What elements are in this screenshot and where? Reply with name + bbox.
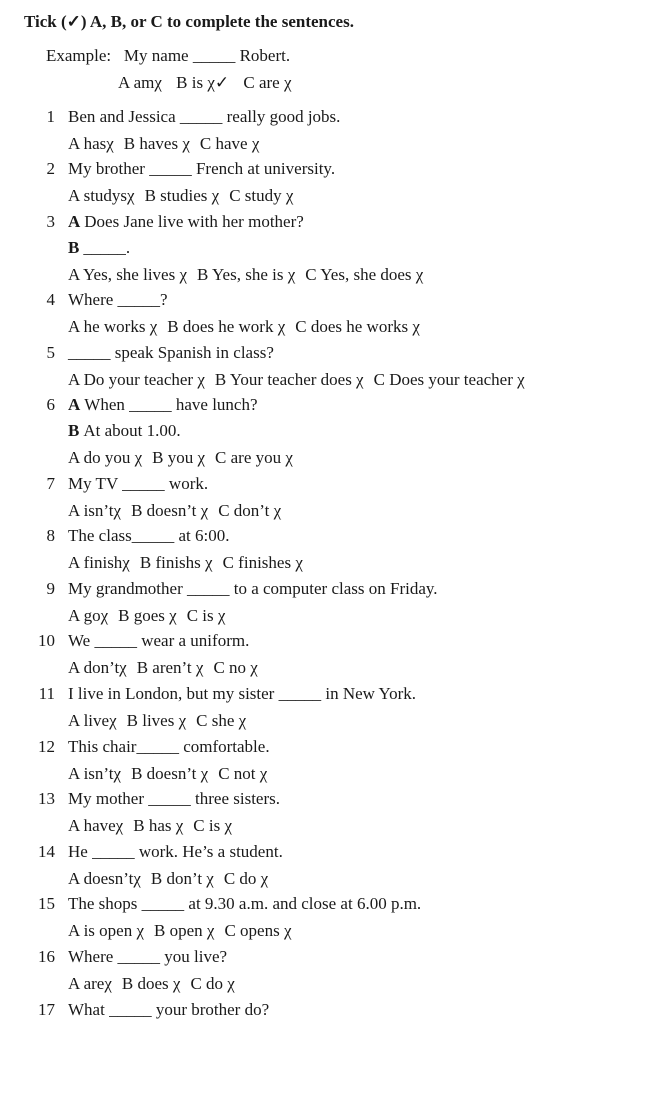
question-sentence: What _____ your brother do? bbox=[68, 1000, 270, 1019]
dialog-line bbox=[68, 421, 181, 441]
question-sentence: He _____ work. He’s a student. bbox=[68, 842, 283, 861]
dialog-text: At about 1.00. bbox=[83, 421, 181, 440]
answer-option-b[interactable]: B finishs χ bbox=[139, 553, 213, 572]
question-number: 14 bbox=[38, 842, 55, 861]
answer-option-c[interactable]: C study χ bbox=[229, 186, 294, 205]
answer-option-c[interactable]: C is χ bbox=[186, 606, 226, 625]
answer-options bbox=[68, 816, 242, 836]
answer-option-c[interactable]: C Yes, she does χ bbox=[305, 265, 424, 284]
answer-option-b[interactable]: B Your teacher does χ bbox=[214, 370, 364, 389]
answer-option-c[interactable]: C no χ bbox=[213, 658, 258, 677]
question-sentence: The class_____ at 6:00. bbox=[68, 526, 230, 545]
answer-option-a[interactable]: A isn’tχ bbox=[68, 501, 122, 520]
question-sentence: I live in London, but my sister _____ in New York. bbox=[68, 684, 417, 703]
answer-option-c[interactable]: C not χ bbox=[218, 764, 268, 783]
question-number: 17 bbox=[38, 1000, 55, 1019]
answer-options bbox=[68, 606, 235, 626]
answer-option-b[interactable]: B doesn’t χ bbox=[131, 501, 209, 520]
answer-option-b[interactable]: B does χ bbox=[121, 974, 181, 993]
answer-option-b[interactable]: B studies χ bbox=[144, 186, 220, 205]
question-number: 1 bbox=[46, 107, 55, 126]
answer-option-b[interactable]: B Yes, she is χ bbox=[197, 265, 296, 284]
worksheet-title: Tick (✓) A, B, or C to complete the sentences. bbox=[24, 12, 354, 31]
question-sentence: My brother _____ French at university. bbox=[68, 159, 336, 178]
question-number: 15 bbox=[38, 894, 55, 913]
answer-option-b[interactable]: B does he work χ bbox=[167, 317, 286, 336]
answer-option-b[interactable]: B doesn’t χ bbox=[131, 764, 209, 783]
question-number: 5 bbox=[46, 343, 55, 362]
answer-option-b[interactable]: B lives χ bbox=[126, 711, 187, 730]
answer-option-c[interactable]: C finishes χ bbox=[222, 553, 303, 572]
speaker-label: B bbox=[68, 421, 80, 440]
answer-option-b[interactable]: B has χ bbox=[133, 816, 184, 835]
answer-option-b[interactable]: B don’t χ bbox=[150, 869, 214, 888]
question-number: 6 bbox=[46, 395, 55, 414]
example-sentence: My name _____ Robert. bbox=[123, 46, 291, 65]
question-sentence: My mother _____ three sisters. bbox=[68, 789, 280, 808]
speaker-label: A bbox=[68, 395, 81, 414]
answer-options bbox=[68, 501, 291, 521]
answer-option-a[interactable]: A do you χ bbox=[68, 448, 143, 467]
question-number: 13 bbox=[38, 789, 55, 808]
question-number: 4 bbox=[46, 290, 55, 309]
answer-option-c[interactable]: C have χ bbox=[199, 134, 260, 153]
answer-options bbox=[68, 186, 303, 206]
question-number: 7 bbox=[46, 474, 55, 493]
answer-options bbox=[68, 448, 303, 468]
answer-options bbox=[68, 974, 245, 994]
answer-option-c[interactable]: C she χ bbox=[196, 711, 247, 730]
question-sentence: This chair_____ comfortable. bbox=[68, 737, 270, 756]
question-number: 8 bbox=[46, 526, 55, 545]
speaker-label: A bbox=[68, 212, 81, 231]
answer-options bbox=[68, 134, 269, 154]
answer-option-c[interactable]: C opens χ bbox=[224, 921, 292, 940]
answer-option-a[interactable]: A haveχ bbox=[68, 816, 124, 835]
example-line bbox=[46, 46, 290, 66]
answer-option-b[interactable]: B you χ bbox=[152, 448, 206, 467]
answer-option-a[interactable]: A goχ bbox=[68, 606, 109, 625]
answer-option-a[interactable]: A Do your teacher χ bbox=[68, 370, 205, 389]
answer-option-c[interactable]: C are you χ bbox=[215, 448, 293, 467]
answer-option-b[interactable]: B goes χ bbox=[118, 606, 177, 625]
dialog-line bbox=[68, 395, 258, 415]
answer-options bbox=[68, 921, 302, 941]
dialog-text: When _____ have lunch? bbox=[84, 395, 258, 414]
question-sentence: Where _____? bbox=[68, 290, 168, 309]
question-sentence: Ben and Jessica _____ really good jobs. bbox=[68, 107, 341, 126]
question-number: 2 bbox=[46, 159, 55, 178]
answer-option-b[interactable]: B aren’t χ bbox=[136, 658, 204, 677]
question-sentence: My grandmother _____ to a computer class on Friday. bbox=[68, 579, 438, 598]
answer-option-c[interactable]: C don’t χ bbox=[218, 501, 282, 520]
answer-option-a[interactable]: A he works χ bbox=[68, 317, 158, 336]
question-sentence: The shops _____ at 9.30 a.m. and close at 6.00 p.m. bbox=[68, 894, 422, 913]
answer-option-a[interactable]: A is open χ bbox=[68, 921, 145, 940]
question-number: 10 bbox=[38, 631, 55, 650]
question-sentence: Where _____ you live? bbox=[68, 947, 228, 966]
answer-option-c[interactable]: C do χ bbox=[190, 974, 235, 993]
question-sentence: We _____ wear a uniform. bbox=[68, 631, 250, 650]
answer-options bbox=[68, 658, 268, 678]
question-number: 3 bbox=[46, 212, 55, 231]
dialog-text: _____. bbox=[83, 238, 131, 257]
answer-options bbox=[68, 869, 278, 889]
answer-option-a[interactable]: A hasχ bbox=[68, 134, 114, 153]
answer-option-a[interactable]: A studysχ bbox=[68, 186, 135, 205]
answer-options bbox=[68, 265, 433, 285]
example-options bbox=[118, 73, 302, 93]
question-number: 16 bbox=[38, 947, 55, 966]
answer-option-a[interactable]: A isn’tχ bbox=[68, 764, 122, 783]
example-option-c: C are χ bbox=[243, 73, 292, 92]
answer-options bbox=[68, 711, 256, 731]
answer-option-a[interactable]: A areχ bbox=[68, 974, 112, 993]
answer-option-b[interactable]: B open χ bbox=[154, 921, 215, 940]
answer-option-b[interactable]: B haves χ bbox=[123, 134, 190, 153]
example-label: Example: bbox=[46, 46, 112, 65]
dialog-line bbox=[68, 238, 130, 258]
question-number: 9 bbox=[46, 579, 55, 598]
dialog-line bbox=[68, 212, 304, 232]
answer-options bbox=[68, 317, 430, 337]
question-number: 11 bbox=[38, 684, 55, 703]
answer-option-a[interactable]: A doesn’tχ bbox=[68, 869, 141, 888]
answer-options bbox=[68, 764, 277, 784]
answer-option-c[interactable]: C is χ bbox=[193, 816, 233, 835]
dialog-text: Does Jane live with her mother? bbox=[84, 212, 304, 231]
question-sentence: My TV _____ work. bbox=[68, 474, 209, 493]
answer-option-a[interactable]: A finishχ bbox=[68, 553, 130, 572]
example-option-b: B is χ✓ bbox=[176, 73, 230, 92]
question-sentence: _____ speak Spanish in class? bbox=[68, 343, 274, 362]
answer-options bbox=[68, 553, 313, 573]
answer-options bbox=[68, 370, 535, 390]
answer-option-a[interactable]: A Yes, she lives χ bbox=[68, 265, 188, 284]
answer-option-c[interactable]: C Does your teacher χ bbox=[373, 370, 525, 389]
answer-option-c[interactable]: C does he works χ bbox=[295, 317, 420, 336]
question-number: 12 bbox=[38, 737, 55, 756]
speaker-label: B bbox=[68, 238, 80, 257]
answer-option-a[interactable]: A liveχ bbox=[68, 711, 117, 730]
answer-option-a[interactable]: A don’tχ bbox=[68, 658, 127, 677]
example-option-a: A amχ bbox=[118, 73, 162, 92]
answer-option-c[interactable]: C do χ bbox=[223, 869, 269, 888]
